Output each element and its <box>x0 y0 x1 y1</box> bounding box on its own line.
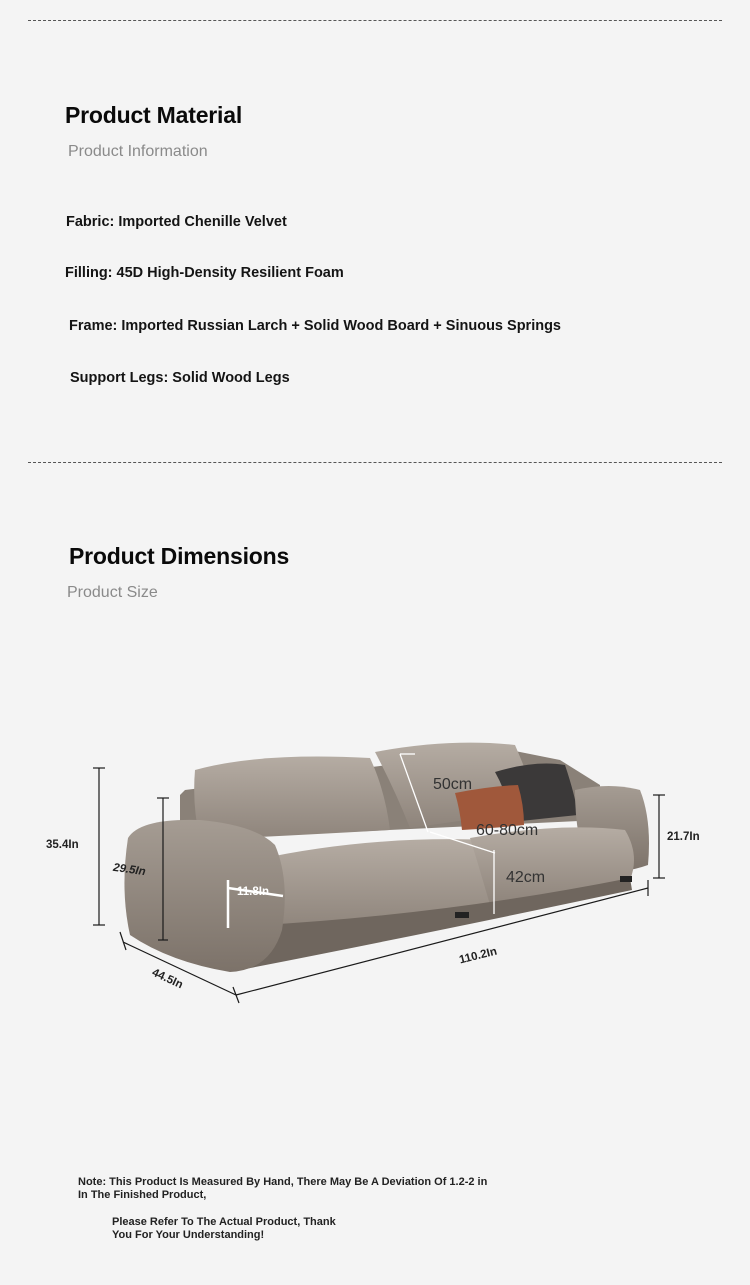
dim-arm-width: 11.8In <box>237 886 269 898</box>
material-subtitle: Product Information <box>68 143 208 160</box>
dimensions-subtitle: Product Size <box>67 584 158 601</box>
dim-seat-depth: 60-80cm <box>476 822 539 839</box>
dim-arm-height: 29.5In <box>112 861 147 879</box>
material-title: Product Material <box>65 102 243 128</box>
dim-side-height: 21.7In <box>667 831 700 843</box>
middle-divider <box>28 462 722 463</box>
dim-seat-height: 42cm <box>506 869 546 886</box>
note-line-3: Please Refer To The Actual Product, Thank <box>112 1216 336 1228</box>
note-line-1: Note: This Product Is Measured By Hand, There May Be A Deviation Of 1.2-2 in <box>78 1176 488 1188</box>
spec-filling: Filling: 45D High-Density Resilient Foam <box>65 265 344 281</box>
sofa-image <box>0 690 750 1020</box>
spec-frame: Frame: Imported Russian Larch + Solid Wood Board + Sinuous Springs <box>69 318 561 334</box>
dim-length: 110.2In <box>458 945 499 967</box>
dim-depth: 44.5In <box>149 966 185 992</box>
note-line-4: You For Your Understanding! <box>112 1229 265 1241</box>
top-divider <box>28 20 722 21</box>
dim-back-height: 50cm <box>433 776 473 793</box>
dimensions-title: Product Dimensions <box>69 543 290 569</box>
note-line-2: In The Finished Product, <box>78 1189 207 1201</box>
spec-fabric: Fabric: Imported Chenille Velvet <box>66 214 287 230</box>
dim-height: 35.4In <box>46 839 79 851</box>
spec-legs: Support Legs: Solid Wood Legs <box>70 370 290 386</box>
